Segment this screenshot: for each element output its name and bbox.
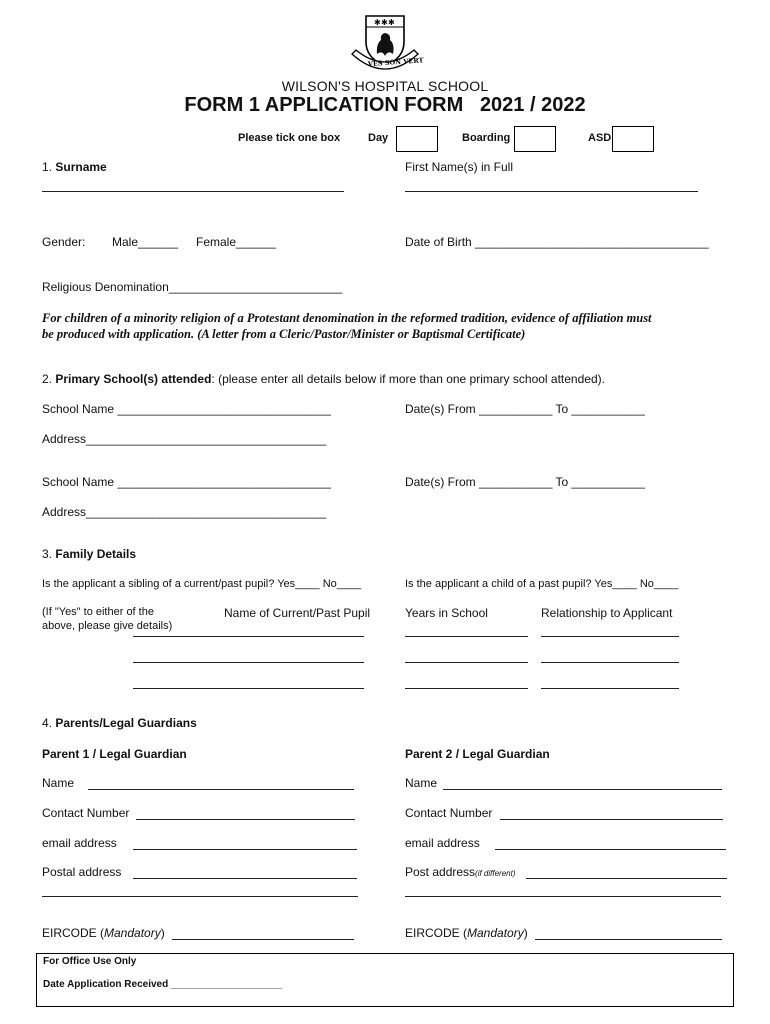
parent1-eircode-label: EIRCODE (Mandatory) xyxy=(42,926,165,940)
sibling-question[interactable]: Is the applicant a sibling of a current/past pupil? Yes____ No____ xyxy=(42,578,362,590)
boarding-checkbox[interactable] xyxy=(514,126,556,152)
first-names-field[interactable] xyxy=(405,191,698,192)
years-field-3[interactable] xyxy=(405,688,528,689)
svg-text:✱: ✱ xyxy=(374,18,381,27)
female-field[interactable]: Female______ xyxy=(196,235,277,249)
parent1-heading: Parent 1 / Legal Guardian xyxy=(42,747,187,761)
day-checkbox[interactable] xyxy=(396,126,438,152)
pupil-name-field-3[interactable] xyxy=(133,688,364,689)
relationship-field-3[interactable] xyxy=(541,688,679,689)
first-names-label: First Name(s) in Full xyxy=(405,160,514,174)
col-years: Years in School xyxy=(405,606,488,620)
section2-heading: 2. Primary School(s) attended: (please enter all details below if more than one primary school attended). xyxy=(42,372,605,386)
office-use-box xyxy=(36,953,734,1007)
parent1-postal-label: Postal address xyxy=(42,865,122,879)
parent2-email-label: email address xyxy=(405,836,480,850)
religion-note-line1: For children of a minority religion of a Protestant denomination in the reformed tradition, evidence of affiliation must xyxy=(42,311,652,325)
parent1-name-label: Name xyxy=(42,776,75,790)
day-label: Day xyxy=(368,132,389,144)
dates-field-1[interactable]: Date(s) From ___________ To ___________ xyxy=(405,402,645,416)
parent1-email-label: email address xyxy=(42,836,117,850)
religion-field[interactable]: Religious Denomination__________________________ xyxy=(42,280,343,294)
parent2-name-label: Name xyxy=(405,776,438,790)
parent2-postal-field[interactable] xyxy=(526,865,727,879)
years-field-2[interactable] xyxy=(405,662,528,663)
parents-title: Parents/Legal Guardians xyxy=(55,716,197,730)
parent2-contact-field[interactable] xyxy=(500,806,723,820)
tick-prompt: Please tick one box xyxy=(238,132,341,144)
school-name: WILSON'S HOSPITAL SCHOOL xyxy=(281,78,489,94)
school-crest xyxy=(346,10,424,76)
dates-field-2[interactable]: Date(s) From ___________ To ___________ xyxy=(405,475,645,489)
parent1-postal-field-line2[interactable] xyxy=(42,896,358,897)
parent2-contact-label: Contact Number xyxy=(405,806,493,820)
office-use-title: For Office Use Only xyxy=(43,956,137,967)
if-yes-note-line2: above, please give details) xyxy=(42,620,173,632)
pupil-name-field-2[interactable] xyxy=(133,662,364,663)
asd-label: ASD xyxy=(588,132,612,144)
form-title: FORM 1 APPLICATION FORM 2021 / 2022 xyxy=(184,94,586,116)
surname-field[interactable] xyxy=(42,191,344,192)
gender-label: Gender: xyxy=(42,235,86,249)
male-field[interactable]: Male______ xyxy=(112,235,179,249)
parent1-contact-field[interactable] xyxy=(136,806,355,820)
dob-field[interactable]: Date of Birth ___________________________________ xyxy=(405,235,709,249)
asd-checkbox[interactable] xyxy=(612,126,654,152)
child-question[interactable]: Is the applicant a child of a past pupil? Yes____ No____ xyxy=(405,578,679,590)
parent1-name-field[interactable] xyxy=(88,776,354,790)
pupil-name-field-1[interactable] xyxy=(133,636,364,637)
svg-text:✱: ✱ xyxy=(381,18,388,27)
section3-heading: 3. Family Details xyxy=(42,547,137,561)
section4-heading: 4. Parents/Legal Guardians xyxy=(42,716,197,730)
if-different-note: (if different) xyxy=(475,869,516,878)
boarding-label: Boarding xyxy=(462,132,511,144)
school-name-field-1[interactable]: School Name ________________________________ xyxy=(42,402,331,416)
col-pupil-name: Name of Current/Past Pupil xyxy=(224,606,371,620)
primary-school-title: Primary School(s) attended xyxy=(55,372,212,386)
religion-note-line2: be produced with application. (A letter from a Cleric/Pastor/Minister or Baptismal Certificate) xyxy=(42,327,526,341)
svg-text:VES SON VERTE: VES SON VERTE xyxy=(367,55,424,69)
crest-icon xyxy=(346,10,424,76)
parent2-eircode-field[interactable] xyxy=(535,926,722,940)
primary-school-instruction: : (please enter all details below if more than one primary school attended). xyxy=(211,372,605,386)
parent1-eircode-field[interactable] xyxy=(172,926,354,940)
section1-heading: 1. Surname xyxy=(42,160,107,174)
if-yes-note-line1: (If "Yes" to either of the xyxy=(42,606,154,618)
parent2-email-field[interactable] xyxy=(495,836,726,850)
relationship-field-2[interactable] xyxy=(541,662,679,663)
parent1-contact-label: Contact Number xyxy=(42,806,130,820)
relationship-field-1[interactable] xyxy=(541,636,679,637)
parent2-eircode-label: EIRCODE (Mandatory) xyxy=(405,926,528,940)
parent2-postal-label: Post address(if different) xyxy=(405,865,516,879)
parent2-postal-field-line2[interactable] xyxy=(405,896,721,897)
parent2-name-field[interactable] xyxy=(443,776,722,790)
address-field-1[interactable]: Address____________________________________ xyxy=(42,432,327,446)
date-received-field[interactable]: Date Application Received ____________________ xyxy=(43,979,283,990)
col-relationship: Relationship to Applicant xyxy=(541,606,673,620)
years-field-1[interactable] xyxy=(405,636,528,637)
parent1-email-field[interactable] xyxy=(133,836,357,850)
family-details-title: Family Details xyxy=(55,547,137,561)
parent1-postal-field[interactable] xyxy=(133,865,357,879)
svg-text:✱: ✱ xyxy=(388,18,395,27)
parent2-heading: Parent 2 / Legal Guardian xyxy=(405,747,550,761)
surname-label: Surname xyxy=(55,160,107,174)
school-name-field-2[interactable]: School Name ________________________________ xyxy=(42,475,331,489)
address-field-2[interactable]: Address____________________________________ xyxy=(42,505,327,519)
